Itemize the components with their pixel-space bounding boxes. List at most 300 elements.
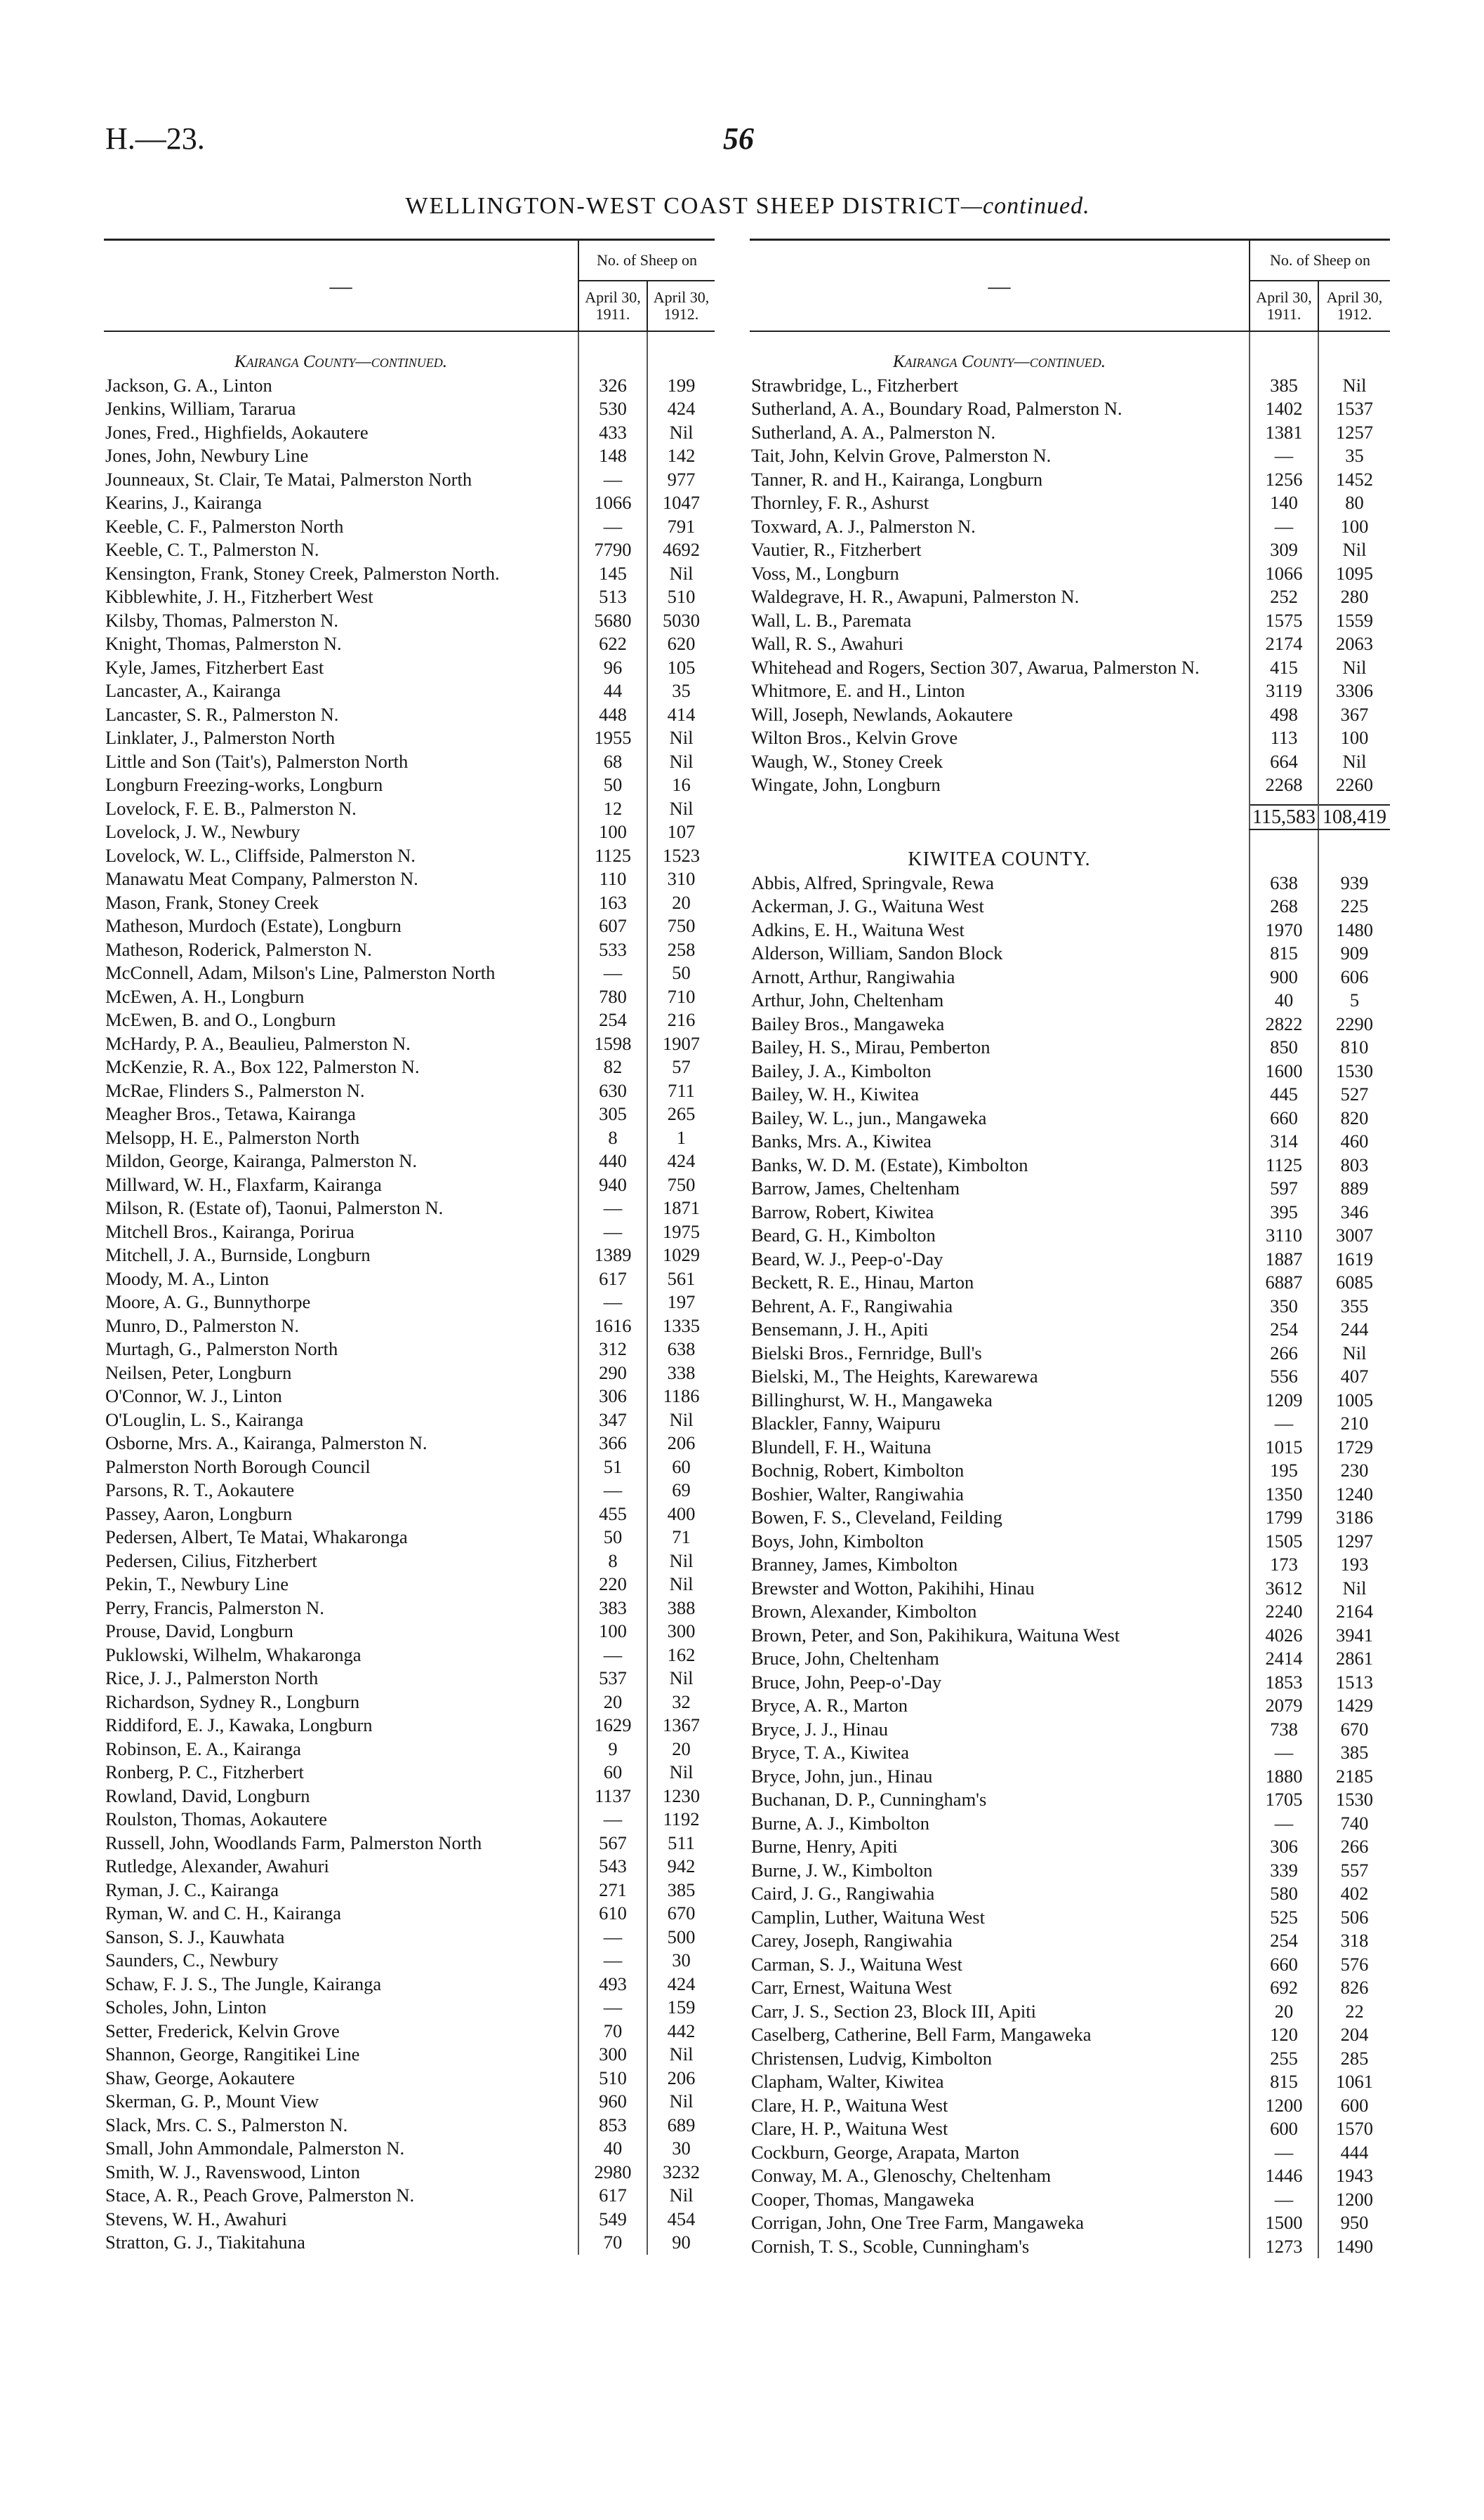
holder-name: Mitchell, J. A., Burnside, Longburn	[105, 1244, 371, 1265]
table-row	[104, 1761, 715, 1785]
right-table-body-kiwitea	[750, 829, 1390, 2258]
sheep-1912: 1257	[1318, 421, 1390, 445]
table-row	[750, 1741, 1390, 1765]
col-1912-header: April 30, 1912.	[647, 281, 715, 331]
holder-name: Sutherland, A. A., Palmerston N.	[751, 421, 996, 443]
sheep-1912: 1530	[1318, 1060, 1390, 1084]
sheep-1911: —	[578, 1196, 647, 1220]
sheep-1911: —	[578, 515, 647, 539]
table-row	[104, 538, 715, 562]
holder-name: Smith, W. J., Ravenswood, Linton	[105, 2161, 360, 2182]
sheep-1912: 710	[647, 985, 715, 1009]
title-main: WELLINGTON-WEST COAST SHEEP DISTRICT	[405, 193, 961, 219]
section-heading: Kairanga County—continued.	[234, 352, 448, 371]
sheep-1911: 1402	[1250, 397, 1318, 421]
sheep-1911: 692	[1250, 1976, 1318, 2000]
sheep-1912: 424	[647, 1149, 715, 1173]
table-row	[750, 2070, 1390, 2094]
holder-name: Bryce, T. A., Kiwitea	[751, 1742, 909, 1763]
sheep-1912: 1490	[1318, 2235, 1390, 2259]
holder-name: Riddiford, E. J., Kawaka, Longburn	[105, 1714, 373, 1735]
sheep-1911: 630	[578, 1079, 647, 1103]
sheep-1911: 163	[578, 891, 647, 915]
holder-name: Jounneaux, St. Clair, Te Matai, Palmerston North	[105, 468, 472, 490]
table-row	[104, 844, 715, 868]
holder-name: Jones, Fred., Highfields, Aokautere	[105, 421, 369, 443]
holder-name: Boshier, Walter, Rangiwahia	[751, 1483, 964, 1505]
sheep-1911: 70	[578, 2231, 647, 2255]
holder-name: Shannon, George, Rangitikei Line	[105, 2044, 360, 2065]
sheep-1911: 1273	[1250, 2235, 1318, 2259]
sheep-1911: 1350	[1250, 1483, 1318, 1507]
table-row	[104, 397, 715, 421]
table-row	[104, 1949, 715, 1973]
sheep-1911: 40	[578, 2137, 647, 2161]
sheep-1911: 610	[578, 1902, 647, 1926]
sheep-1911: 448	[578, 703, 647, 727]
sheep-1912: 385	[647, 1879, 715, 1902]
table-row	[104, 2231, 715, 2255]
holder-name: Tait, John, Kelvin Grove, Palmerston N.	[751, 445, 1052, 466]
sheep-1912: 50	[647, 961, 715, 985]
sheep-1911: —	[1250, 1412, 1318, 1436]
holder-name: Perry, Francis, Palmerston N.	[105, 1596, 324, 1618]
sheep-1911: 638	[1250, 872, 1318, 895]
col-1911-header: April 30, 1911.	[578, 281, 647, 331]
sheep-1911: 815	[1250, 942, 1318, 966]
sheep-1912: 5030	[647, 609, 715, 633]
sheep-1911: 113	[1250, 726, 1318, 750]
holder-name: Jenkins, William, Tararua	[105, 398, 296, 419]
table-row	[104, 2043, 715, 2067]
table-row	[750, 538, 1390, 562]
sheep-1912: 500	[647, 1926, 715, 1949]
sheep-1911: 140	[1250, 491, 1318, 515]
sheep-1912: Nil	[647, 1549, 715, 1573]
table-row	[750, 2023, 1390, 2047]
sheep-1912: 400	[647, 1502, 715, 1526]
holder-name: Matheson, Roderick, Palmerston N.	[105, 938, 372, 960]
table-row	[104, 867, 715, 891]
table-row	[750, 895, 1390, 919]
sheep-1912: 1570	[1318, 2117, 1390, 2141]
holder-name: Pedersen, Albert, Te Matai, Whakaronga	[105, 1526, 408, 1547]
sheep-1912: 80	[1318, 491, 1390, 515]
holder-name: Keeble, C. T., Palmerston N.	[105, 539, 319, 560]
sheep-1912: 265	[647, 1102, 715, 1126]
sheep-1911: 1600	[1250, 1060, 1318, 1084]
holder-name: Osborne, Mrs. A., Kairanga, Palmerston N.	[105, 1432, 428, 1453]
left-table	[104, 239, 715, 2255]
table-row	[750, 1694, 1390, 1718]
holder-name: Clare, H. P., Waituna West	[751, 2118, 948, 2139]
sheep-1911: 1505	[1250, 1530, 1318, 1554]
sheep-1911: 254	[1250, 1318, 1318, 1342]
sheep-1911: 580	[1250, 1882, 1318, 1906]
holder-name: McEwen, B. and O., Longburn	[105, 1009, 336, 1030]
table-row	[104, 985, 715, 1009]
sheep-1911: 309	[1250, 538, 1318, 562]
table-row	[750, 562, 1390, 586]
sheep-1912: Nil	[1318, 1342, 1390, 1366]
holder-name: Kyle, James, Fitzherbert East	[105, 656, 324, 678]
sheep-1911: 68	[578, 750, 647, 774]
sheep-1912: 32	[647, 1691, 715, 1714]
table-row	[104, 773, 715, 797]
sheep-1912: 69	[647, 1479, 715, 1502]
left-column	[104, 239, 715, 2255]
table-row	[750, 750, 1390, 774]
table-row	[750, 1765, 1390, 1789]
sheep-1912: Nil	[647, 2184, 715, 2208]
sheep-1912: 100	[1318, 515, 1390, 539]
sheep-1911: 2240	[1250, 1600, 1318, 1624]
sheep-1912: 310	[647, 867, 715, 891]
holder-name: Mildon, George, Kairanga, Palmerston N.	[105, 1150, 418, 1171]
sheep-1911: 1500	[1250, 2211, 1318, 2235]
holder-name: Abbis, Alfred, Springvale, Rewa	[751, 872, 994, 893]
right-table	[750, 239, 1390, 2258]
sheep-1911: 543	[578, 1855, 647, 1879]
sheep-1912: 1513	[1318, 1671, 1390, 1695]
sheep-1911: 110	[578, 867, 647, 891]
holder-name: Tanner, R. and H., Kairanga, Longburn	[751, 468, 1043, 490]
table-row	[750, 374, 1390, 398]
sheep-1911: 70	[578, 2020, 647, 2044]
holder-name: Pekin, T., Newbury Line	[105, 1573, 289, 1594]
table-row	[750, 1083, 1390, 1107]
sheep-1912: 16	[647, 773, 715, 797]
sheep-1911: 1200	[1250, 2094, 1318, 2118]
holder-name: Saunders, C., Newbury	[105, 1949, 279, 1971]
table-row	[104, 1996, 715, 2020]
table-row	[104, 1385, 715, 1408]
holder-name: Clare, H. P., Waituna West	[751, 2094, 948, 2116]
holder-name: Stevens, W. H., Awahuri	[105, 2208, 287, 2229]
sheep-1911: 660	[1250, 1953, 1318, 1977]
sheep-1912: Nil	[647, 421, 715, 445]
sheep-1912: 266	[1318, 1835, 1390, 1859]
sheep-1911: 1705	[1250, 1788, 1318, 1812]
sheep-1912: 950	[1318, 2211, 1390, 2235]
table-row	[750, 966, 1390, 989]
sheep-1912: 711	[647, 1079, 715, 1103]
holder-name: Voss, M., Longburn	[751, 562, 899, 584]
holder-name: Roulston, Thomas, Aokautere	[105, 1808, 328, 1829]
sheep-1911: —	[578, 1808, 647, 1832]
sheep-1911: 44	[578, 679, 647, 703]
sheep-1912: 606	[1318, 966, 1390, 989]
sheep-1911: 440	[578, 1149, 647, 1173]
sheep-1912: 2185	[1318, 1765, 1390, 1789]
sheep-1912: 285	[1318, 2047, 1390, 2071]
table-row	[104, 1032, 715, 1056]
sheep-1911: 145	[578, 562, 647, 586]
sheep-1911: 20	[1250, 2000, 1318, 2024]
sheep-1912: 402	[1318, 1882, 1390, 1906]
sheep-1912: 2861	[1318, 1647, 1390, 1671]
holder-name: Wilton Bros., Kelvin Grove	[751, 727, 958, 748]
table-row	[104, 750, 715, 774]
holder-name: Matheson, Murdoch (Estate), Longburn	[105, 915, 402, 936]
sheep-1911: —	[1250, 1812, 1318, 1836]
table-row	[104, 1173, 715, 1197]
holder-name: Mitchell Bros., Kairanga, Porirua	[105, 1220, 355, 1242]
sheep-1911: 660	[1250, 1107, 1318, 1131]
table-row	[104, 1361, 715, 1385]
sheep-1912: 1907	[647, 1032, 715, 1056]
sheep-1912: Nil	[647, 1408, 715, 1432]
table-row	[104, 1808, 715, 1832]
table-row	[750, 1013, 1390, 1036]
holder-name: Strawbridge, L., Fitzherbert	[751, 374, 959, 396]
holder-name: Carey, Joseph, Rangiwahia	[751, 1930, 953, 1951]
sheep-1912: 1452	[1318, 468, 1390, 492]
holder-name: Longburn Freezing-works, Longburn	[105, 774, 383, 795]
sheep-1912: 206	[647, 2067, 715, 2091]
holder-name: Bryce, J. J., Hinau	[751, 1718, 889, 1740]
sheep-1912: 561	[647, 1267, 715, 1291]
sheep-1912: 216	[647, 1008, 715, 1032]
holder-name: Arthur, John, Cheltenham	[751, 989, 944, 1011]
table-row	[104, 444, 715, 468]
table-row	[104, 1855, 715, 1879]
table-row	[104, 562, 715, 586]
holder-name: Moody, M. A., Linton	[105, 1267, 270, 1289]
holder-name: Blundell, F. H., Waituna	[751, 1436, 932, 1458]
table-row	[750, 679, 1390, 703]
sheep-1911: —	[1250, 1741, 1318, 1765]
sheep-1911: 1389	[578, 1244, 647, 1267]
table-row	[750, 656, 1390, 680]
sheep-1911: 148	[578, 444, 647, 468]
table-row	[104, 1455, 715, 1479]
table-row	[750, 585, 1390, 609]
sheep-1911: 1256	[1250, 468, 1318, 492]
sheep-1911: 220	[578, 1573, 647, 1596]
table-row	[104, 1973, 715, 1996]
sheep-1912: 1975	[647, 1220, 715, 1244]
holder-name: Bailey, H. S., Mirau, Pemberton	[751, 1036, 991, 1058]
right-table-body-kairanga	[750, 331, 1390, 797]
table-row	[104, 1338, 715, 1361]
sheep-1912: 318	[1318, 1929, 1390, 1953]
holder-name: Bensemann, J. H., Apiti	[751, 1319, 929, 1340]
table-row	[750, 1177, 1390, 1201]
sheep-1912: 1297	[1318, 1530, 1390, 1554]
table-row	[104, 585, 715, 609]
holder-name: Little and Son (Tait's), Palmerston North	[105, 750, 409, 772]
sheep-1911: 82	[578, 1055, 647, 1079]
sheep-1911: 3612	[1250, 1577, 1318, 1601]
table-row	[750, 421, 1390, 445]
sheep-1912: 506	[1318, 1906, 1390, 1930]
table-row	[104, 1738, 715, 1761]
holder-name: Thornley, F. R., Ashurst	[751, 492, 929, 513]
sheep-1911: 252	[1250, 585, 1318, 609]
sheep-1911: 2079	[1250, 1694, 1318, 1718]
sheep-1912: 826	[1318, 1976, 1390, 2000]
holder-name: Lovelock, F. E. B., Palmerston N.	[105, 797, 357, 819]
sheep-1911: 306	[1250, 1835, 1318, 1859]
county-heading: KIWITEA COUNTY.	[908, 848, 1091, 870]
sheep-1912: 3306	[1318, 679, 1390, 703]
sheep-1911: 530	[578, 397, 647, 421]
table-row	[750, 2211, 1390, 2235]
sheep-1912: 600	[1318, 2094, 1390, 2118]
table-row	[750, 1812, 1390, 1836]
sheep-1912: 909	[1318, 942, 1390, 966]
sheep-1912: 338	[647, 1361, 715, 1385]
holder-name: Cornish, T. S., Scoble, Cunningham's	[751, 2235, 1030, 2257]
sheep-1911: 1853	[1250, 1671, 1318, 1695]
sheep-1911: 3119	[1250, 679, 1318, 703]
table-row	[104, 1220, 715, 1244]
sheep-1911: 5680	[578, 609, 647, 633]
table-row	[104, 1644, 715, 1667]
sheep-1912: 2290	[1318, 1013, 1390, 1036]
holder-name: Corrigan, John, One Tree Farm, Mangaweka	[751, 2212, 1084, 2233]
holder-name: Shaw, George, Aokautere	[105, 2067, 296, 2088]
table-row	[750, 1412, 1390, 1436]
sheep-1912: 1200	[1318, 2188, 1390, 2212]
sheep-1911: 2268	[1250, 773, 1318, 797]
holder-name: Buchanan, D. P., Cunningham's	[751, 1789, 987, 1810]
holder-name: Christensen, Ludvig, Kimbolton	[751, 2047, 993, 2069]
table-row	[104, 726, 715, 750]
sheep-1911: 498	[1250, 703, 1318, 727]
table-row	[104, 1879, 715, 1902]
table-row	[104, 1079, 715, 1103]
holder-name: Scholes, John, Linton	[105, 1996, 267, 2018]
table-row	[750, 1859, 1390, 1883]
table-row	[104, 1526, 715, 1549]
table-row	[104, 2020, 715, 2044]
sheep-1912: Nil	[647, 1573, 715, 1596]
sheep-1912: 162	[647, 1644, 715, 1667]
sheep-1911: 1125	[578, 844, 647, 868]
holder-name: Jones, John, Newbury Line	[105, 445, 309, 466]
table-row	[750, 2141, 1390, 2165]
sheep-1912: 142	[647, 444, 715, 468]
sheep-1911: —	[578, 468, 647, 492]
holder-name: Waldegrave, H. R., Awapuni, Palmerston N.	[751, 586, 1080, 607]
sheep-1911: 100	[578, 1620, 647, 1644]
sheep-1912: 460	[1318, 1130, 1390, 1154]
holder-name: Jackson, G. A., Linton	[105, 374, 272, 396]
holder-name: Kilsby, Thomas, Palmerston N.	[105, 609, 338, 631]
table-row	[750, 1600, 1390, 1624]
holder-name: Bielski, M., The Heights, Karewarewa	[751, 1366, 1038, 1387]
sheep-1911: 664	[1250, 750, 1318, 774]
sheep-1911: 383	[578, 1596, 647, 1620]
holder-name: Slack, Mrs. C. S., Palmerston N.	[105, 2114, 348, 2135]
table-row	[104, 820, 715, 844]
holder-name: Whitmore, E. and H., Linton	[751, 680, 965, 701]
sheep-1911: 4026	[1250, 1624, 1318, 1648]
holder-name: Wingate, John, Longburn	[751, 774, 941, 795]
holder-name: Barrow, Robert, Kiwitea	[751, 1201, 934, 1222]
sheep-1912: 407	[1318, 1365, 1390, 1389]
sheep-1912: 803	[1318, 1154, 1390, 1178]
col-1912-header: April 30, 1912.	[1318, 281, 1390, 331]
holder-name: Bruce, John, Peep-o'-Day	[751, 1671, 942, 1693]
sheep-1912: 791	[647, 515, 715, 539]
table-row	[104, 2208, 715, 2232]
sheep-1911: —	[578, 1926, 647, 1949]
table-row	[750, 1224, 1390, 1248]
holder-name: Burne, Henry, Apiti	[751, 1836, 898, 1857]
table-row	[104, 1291, 715, 1314]
sheep-1911: 51	[578, 1455, 647, 1479]
sheep-1912: 1871	[647, 1196, 715, 1220]
table-row	[750, 1295, 1390, 1319]
table-row	[104, 2161, 715, 2185]
sheep-1912: 1729	[1318, 1436, 1390, 1460]
holder-name: Bailey Bros., Mangaweka	[751, 1013, 945, 1034]
table-row	[750, 872, 1390, 895]
table-row	[750, 1365, 1390, 1389]
holder-name: Rutledge, Alexander, Awahuri	[105, 1855, 329, 1876]
sheep-1911: —	[1250, 515, 1318, 539]
table-row	[104, 656, 715, 680]
sheep-1912: 4692	[647, 538, 715, 562]
sheep-1912: 204	[1318, 2023, 1390, 2047]
holder-name: Meagher Bros., Tetawa, Kairanga	[105, 1103, 356, 1124]
sheep-1912: 424	[647, 1973, 715, 1996]
table-row	[104, 1196, 715, 1220]
holder-name: Manawatu Meat Company, Palmerston N.	[105, 868, 418, 889]
holder-name: Bielski Bros., Fernridge, Bull's	[751, 1342, 982, 1364]
sheep-1912: 1230	[647, 1785, 715, 1808]
sheep-1911: 617	[578, 1267, 647, 1291]
sheep-1911: 339	[1250, 1859, 1318, 1883]
sheep-1912: 206	[647, 1432, 715, 1455]
sheep-1911: 266	[1250, 1342, 1318, 1366]
holder-name: McEwen, A. H., Longburn	[105, 985, 305, 1007]
sheep-1911: 567	[578, 1832, 647, 1855]
table-row	[750, 1718, 1390, 1742]
sheep-1912: Nil	[647, 797, 715, 821]
sheep-1912: 810	[1318, 1036, 1390, 1060]
holder-name: Millward, W. H., Flaxfarm, Kairanga	[105, 1173, 382, 1195]
holder-name: Burne, J. W., Kimbolton	[751, 1859, 933, 1881]
table-row	[750, 989, 1390, 1013]
holder-name: Knight, Thomas, Palmerston N.	[105, 633, 342, 654]
table-row	[750, 1107, 1390, 1131]
section-heading: Kairanga County—continued.	[892, 352, 1106, 371]
sheep-1911: 300	[578, 2043, 647, 2067]
holder-name: Banks, Mrs. A., Kiwitea	[751, 1131, 932, 1152]
sheep-1912: 1335	[647, 1314, 715, 1338]
name-column-header: —	[104, 240, 578, 332]
table-row	[750, 1483, 1390, 1507]
holder-name: Conway, M. A., Glenoschy, Cheltenham	[751, 2165, 1052, 2186]
sheep-1911: 306	[578, 1385, 647, 1408]
sheep-1912: 750	[647, 914, 715, 938]
holder-name: Vautier, R., Fitzherbert	[751, 539, 922, 560]
sheep-1911: 254	[578, 1008, 647, 1032]
sheep-1912: 199	[647, 374, 715, 398]
holder-name: Lovelock, J. W., Newbury	[105, 821, 300, 842]
sheep-1912: 1523	[647, 844, 715, 868]
sheep-1911: 314	[1250, 1130, 1318, 1154]
holder-name: Carr, Ernest, Waituna West	[751, 1977, 952, 1998]
table-row	[104, 703, 715, 727]
sheep-1912: 90	[647, 2231, 715, 2255]
sheep-1912: 638	[647, 1338, 715, 1361]
holder-name: Bailey, W. H., Kiwitea	[751, 1084, 919, 1105]
